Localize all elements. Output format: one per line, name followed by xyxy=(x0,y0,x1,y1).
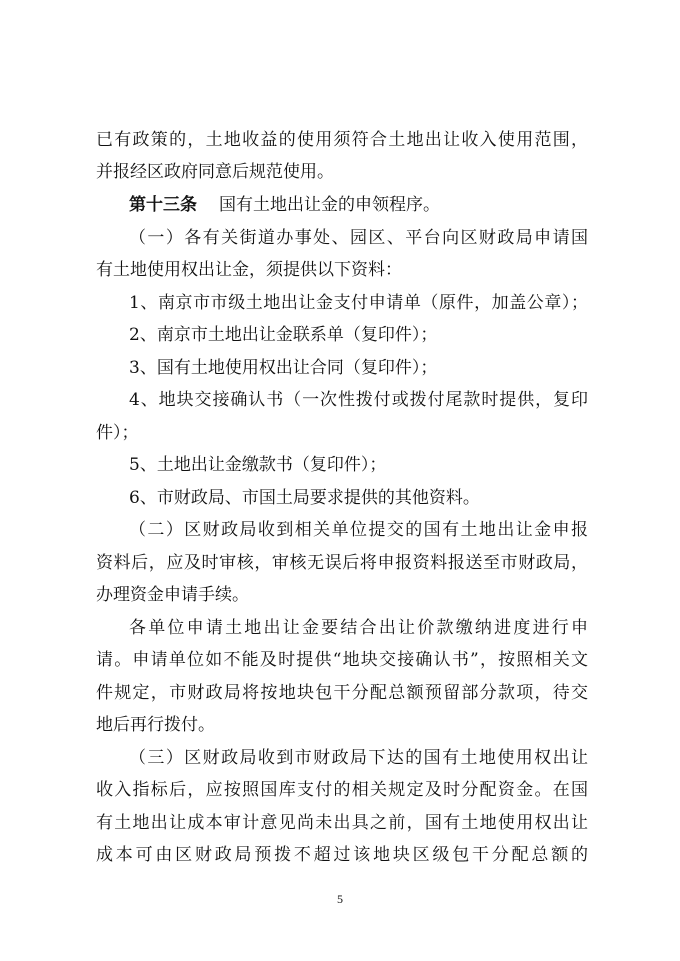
list-item-continuation: 件）； xyxy=(96,423,139,443)
paragraph-line: 地后再行拨付。 xyxy=(96,715,215,735)
paragraph-line: 收入指标后，应按照国库支付的相关规定及时分配资金。在国 xyxy=(96,780,588,800)
article-heading xyxy=(129,193,588,217)
article-title: 国有土地出让金的申领程序。 xyxy=(219,195,440,215)
paragraph-line: 办理资金申请手续。 xyxy=(96,585,249,605)
paragraph-line: （二）区财政局收到相关单位提交的国有土地出让金申报 xyxy=(129,520,588,540)
list-item: 5、土地出让金缴款书（复印件）； xyxy=(129,455,387,475)
list-item: 6、市财政局、市国土局要求提供的其他资料。 xyxy=(129,488,480,508)
list-item: 4、地块交接确认书（一次性拨付或拨付尾款时提供，复印 xyxy=(129,390,588,410)
page-number: 5 xyxy=(337,892,343,906)
paragraph-line: 请。申请单位如不能及时提供“地块交接确认书”，按照相关文 xyxy=(96,650,588,670)
paragraph-line: 资料后，应及时审核，审核无误后将申报资料报送至市财政局， xyxy=(96,553,588,573)
paragraph-line: 已有政策的，土地收益的使用须符合土地出让收入使用范围， xyxy=(96,130,588,150)
paragraph-line: 有土地使用权出让金，须提供以下资料： xyxy=(96,260,402,280)
paragraph-line: 有土地出让成本审计意见尚未出具之前，国有土地使用权出让 xyxy=(96,813,588,833)
paragraph-line: 件规定，市财政局将按地块包干分配总额预留部分款项，待交 xyxy=(96,683,588,703)
paragraph-line: （一）各有关街道办事处、园区、平台向区财政局申请国 xyxy=(129,228,588,248)
article-number: 第十三条 xyxy=(129,195,197,215)
paragraph-line: 并报经区政府同意后规范使用。 xyxy=(96,162,334,182)
list-item: 1、南京市市级土地出让金支付申请单（原件，加盖公章）； xyxy=(129,293,588,313)
paragraph-line: 各单位申请土地出让金要结合出让价款缴纳进度进行申 xyxy=(129,618,588,638)
paragraph-line: （三）区财政局收到市财政局下达的国有土地使用权出让 xyxy=(129,748,588,768)
list-item: 3、国有土地使用权出让合同（复印件）； xyxy=(129,358,438,378)
paragraph-line: 成本可由区财政局预拨不超过该地块区级包干分配总额的 xyxy=(96,845,588,865)
list-item: 2、南京市土地出让金联系单（复印件）； xyxy=(129,325,438,345)
